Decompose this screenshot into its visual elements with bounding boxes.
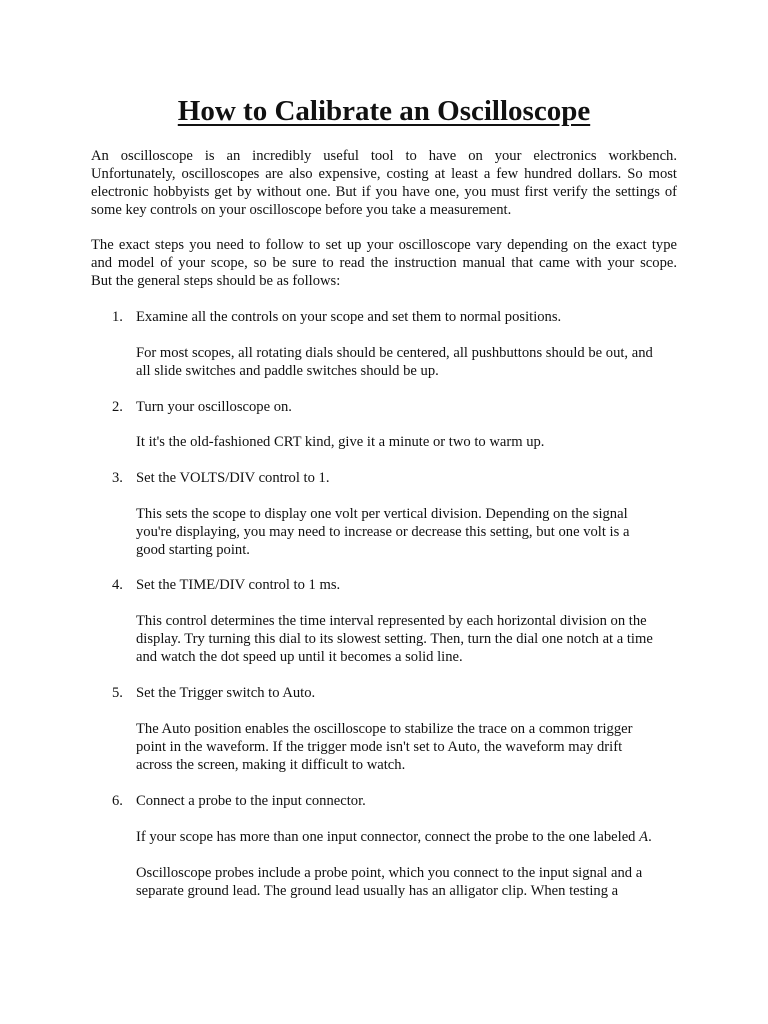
text-line: This control determines the time interval represented by each horizontal division on the — [136, 613, 647, 629]
text-line: separate ground lead. The ground lead usually has an alligator clip. When testing a — [136, 883, 619, 899]
step-heading: Set the VOLTS/DIV control to 1. — [136, 470, 330, 486]
step-heading: Connect a probe to the input connector. — [136, 793, 366, 809]
text-line: It it's the old-fashioned CRT kind, give it a minute or two to warm up. — [136, 434, 545, 450]
step-number: 5. — [112, 685, 123, 701]
text-line: across the screen, making it difficult to watch. — [136, 757, 406, 773]
text-line: display. Try turning this dial to its slowest setting. Then, turn the dial one notch at a time — [136, 631, 653, 647]
step-body — [136, 864, 676, 900]
text-span: . — [648, 829, 652, 845]
text-line: For most scopes, all rotating dials should be centered, all pushbuttons should be out, and — [136, 345, 653, 361]
text-line: But the general steps should be as follows: — [91, 273, 341, 289]
step-number: 1. — [112, 309, 123, 325]
text-line: Unfortunately, oscilloscopes are also expensive, costing at least a few hundred dollars. So most — [91, 166, 677, 182]
text-line: The Auto position enables the oscilloscope to stabilize the trace on a common trigger — [136, 721, 633, 737]
document-title: How to Calibrate an Oscilloscope — [177, 95, 591, 127]
text-line — [136, 828, 676, 846]
connector-label-text: A — [639, 829, 649, 845]
step-heading: Set the Trigger switch to Auto. — [136, 685, 316, 701]
intro-paragraph-2 — [91, 236, 677, 290]
text-line: all slide switches and paddle switches should be up. — [136, 363, 439, 379]
step-number: 3. — [112, 470, 123, 486]
text-line: electronic hobbyists get by without one. But if you have one, you must first verify the settings of — [91, 184, 677, 200]
step-number: 4. — [112, 577, 123, 593]
text-line: This sets the scope to display one volt per vertical division. Depending on the signal — [136, 506, 628, 522]
step-number: 2. — [112, 399, 123, 415]
text-span: If your scope has more than one input connector, connect the probe to the one labeled — [136, 829, 640, 845]
step-body — [136, 612, 676, 666]
step-body — [136, 505, 676, 559]
step-body — [136, 433, 676, 451]
intro-paragraph-1 — [91, 147, 677, 219]
text-line: some key controls on your oscilloscope before you take a measurement. — [91, 202, 512, 218]
step-body — [136, 828, 676, 846]
text-line: and model of your scope, so be sure to read the instruction manual that came with your scope. — [91, 255, 677, 271]
step-body — [136, 344, 676, 380]
step-number: 6. — [112, 793, 123, 809]
text-line: The exact steps you need to follow to set up your oscilloscope vary depending on the exact type — [91, 237, 677, 253]
text-line: and watch the dot speed up until it becomes a solid line. — [136, 649, 463, 665]
step-body — [136, 720, 676, 774]
step-heading: Turn your oscilloscope on. — [136, 399, 292, 415]
text-line: Oscilloscope probes include a probe point, which you connect to the input signal and a — [136, 865, 643, 881]
step-heading: Set the TIME/DIV control to 1 ms. — [136, 577, 341, 593]
text-line: An oscilloscope is an incredibly useful tool to have on your electronics workbench. — [91, 148, 677, 164]
step-heading: Examine all the controls on your scope and set them to normal positions. — [136, 309, 562, 325]
text-line: good starting point. — [136, 542, 250, 558]
text-line: you're displaying, you may need to increase or decrease this setting, but one volt is a — [136, 524, 630, 540]
text-line: point in the waveform. If the trigger mode isn't set to Auto, the waveform may drift — [136, 739, 623, 755]
